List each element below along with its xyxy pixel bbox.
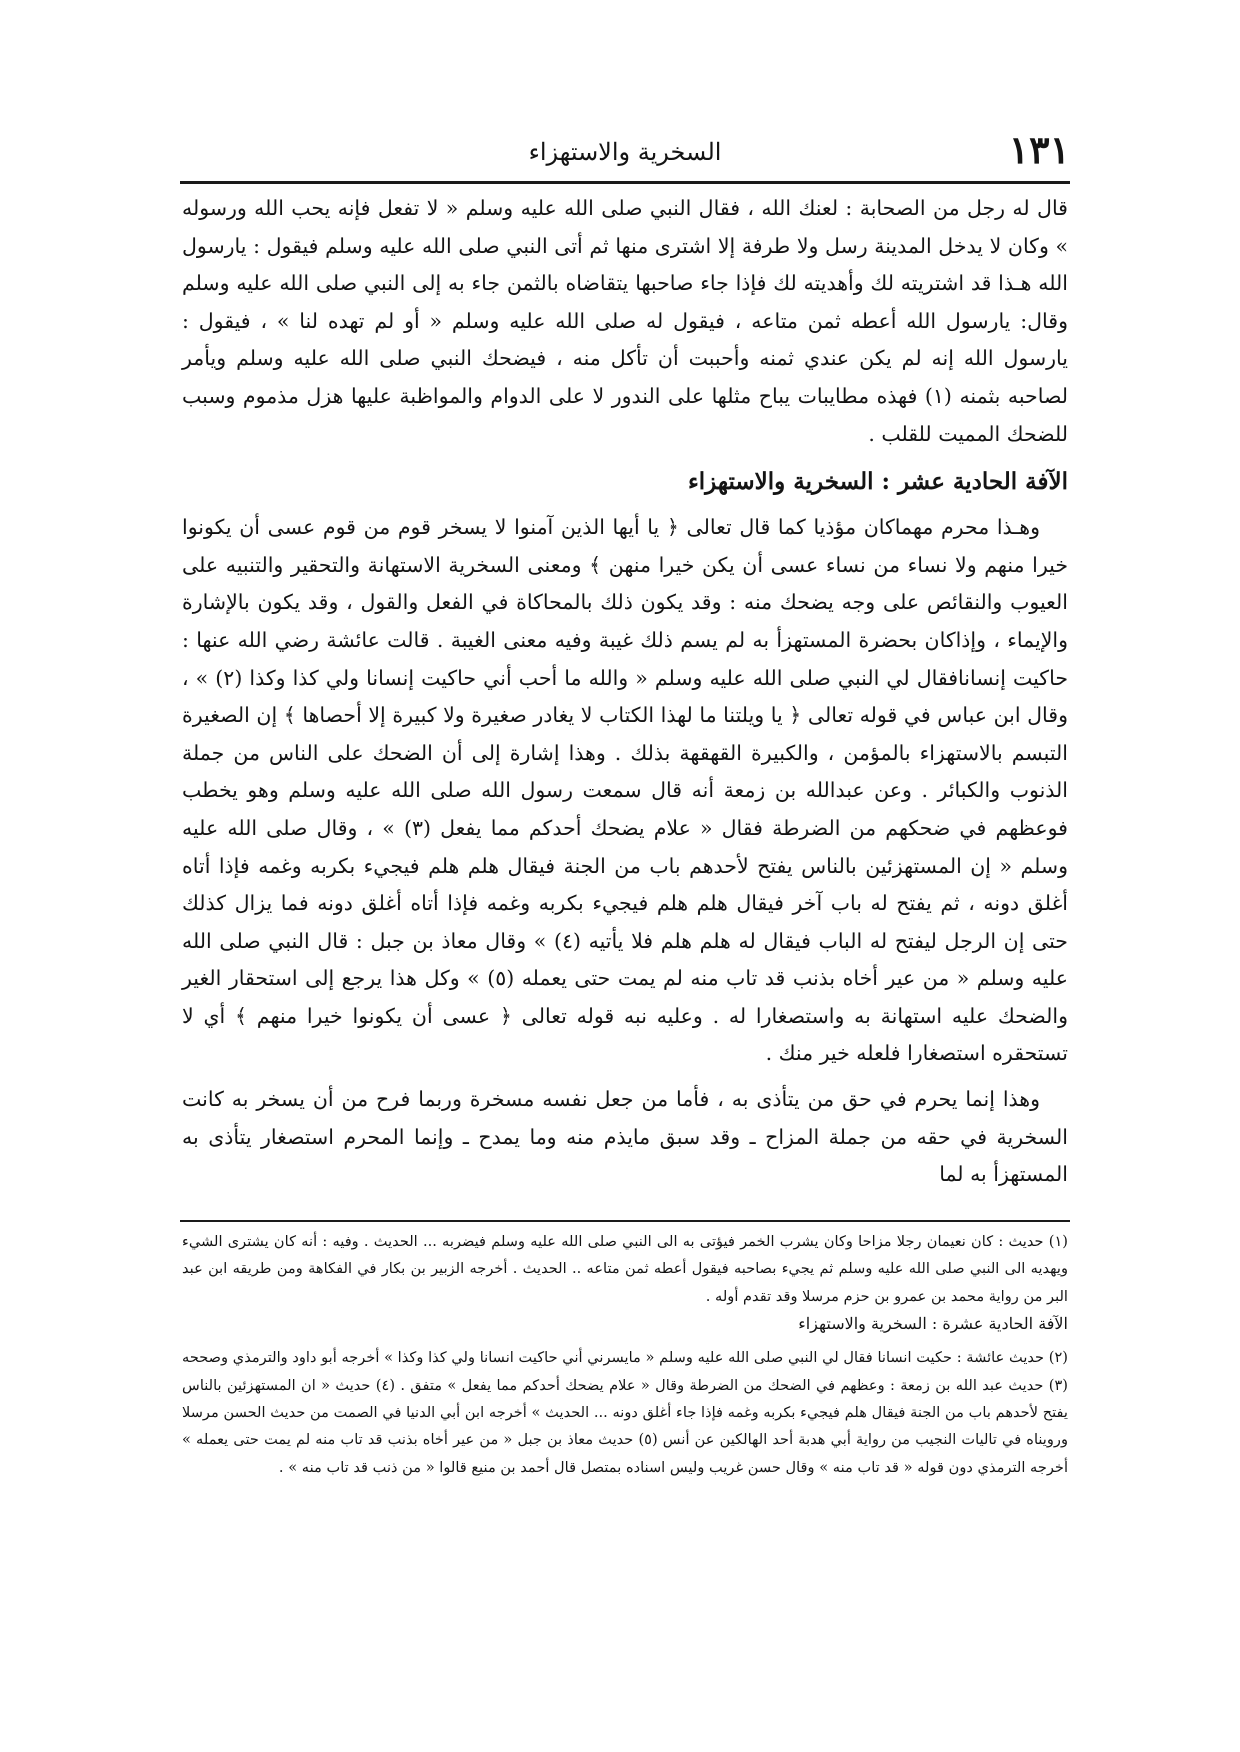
- footnote-1: (١) حديث : كان نعيمان رجلا مزاحا وكان يشرب الخمر فيؤتى به الى النبي صلى الله عليه وسلم فيضربه ... الحديث . وفيه : أنه كان يشترى الشيء ويهديه الى النبي صلى الله عليه وسلم ثم يجيء بصاحبه فيقول أعطه ثمن متاعه .. الحديث . أخرجه الزبير بن بكار في الفكاهة ومن طريقه ابن عبد البر من رواية محمد بن عمرو بن حزم مرسلا وقد تقدم أوله .: [182, 1233, 1068, 1305]
- main-text: [182, 190, 1068, 1194]
- page-number: ١٣١: [1008, 127, 1070, 172]
- footnotes: [182, 1228, 1068, 1481]
- footnote-rule: [180, 1220, 1070, 1222]
- paragraph-1: قال له رجل من الصحابة : لعنك الله ، فقال النبي صلى الله عليه وسلم « لا تفعل فإنه يحب الله ورسوله » وكان لا يدخل المدينة رسل ولا طرفة إلا اشترى منها ثم أتى النبي صلى الله عليه وسلم فيقول : يارسول الله هـذا قد اشتريته لك وأهديته لك فإذا جاء صاحبها يتقاضاه بالثمن جاء به إلى النبي صلى الله عليه وسلم وقال: يارسول الله أعطه ثمن متاعه ، فيقول له صلى الله عليه وسلم « أو لم تهده لنا » ، فيقول : يارسول الله إنه لم يكن عندي ثمنه وأحببت أن تأكل منه ، فيضحك النبي صلى الله عليه وسلم ويأمر لصاحبه بثمنه (١) فهذه مطايبات يباح مثلها على الندور لا على الدوام والمواظبة عليها هزل مذموم وسبب للضحك المميت للقلب .: [182, 196, 1068, 446]
- footnotes-2-5: (٢) حديث عائشة : حكيت انسانا فقال لي النبي صلى الله عليه وسلم « مايسرني أني حاكيت انسانا ولي كذا وكذا » أخرجه أبو داود والترمذي وصححه (٣) حديث عبد الله بن زمعة : وعظهم في الضحك من الضرطة وقال « علام يضحك أحدكم مما يفعل » متفق . (٤) حديث « ان المستهزئين بالناس يفتح لأحدهم باب من الجنة فيقال هلم فيجيء بكربه وغمه فإذا جاء أغلق دونه ... الحديث » أخرجه ابن أبي الدنيا في الصمت من حديث الحسن مرسلا ورويناه في تاليات النجيب من رواية أبي هدبة أحد الهالكين عن أنس (٥) حديث معاذ بن جبل « من عير أخاه بذنب قد تاب منه لم يمت حتى يعمله » أخرجه الترمذي دون قوله « قد تاب منه » وقال حسن غريب وليس اسناده بمتصل قال أحمد بن منيع قالوا « من ذنب قد تاب منه » .: [182, 1349, 1068, 1476]
- header-rule: [180, 181, 1070, 184]
- paragraph-2: وهـذا محرم مهماكان مؤذيا كما قال تعالى ﴿ يا أيها الذين آمنوا لا يسخر قوم من قوم عسى أن يكونوا خيرا منهم ولا نساء من نساء عسى أن يكن خيرا منهن ﴾ ومعنى السخرية الاستهانة والتحقير والتنبيه على العيوب والنقائص على وجه يضحك منه : وقد يكون ذلك بالمحاكاة في الفعل والقول ، وقد يكون بالإشارة والإيماء ، وإذاكان بحضرة المستهزأ به لم يسم ذلك غيبة وفيه معنى الغيبة . قالت عائشة رضي الله عنها : حاكيت إنسانافقال لي النبي صلى الله عليه وسلم « والله ما أحب أني حاكيت إنسانا ولي كذا وكذا (٢) » ، وقال ابن عباس في قوله تعالى ﴿ يا ويلتنا ما لهذا الكتاب لا يغادر صغيرة ولا كبيرة إلا أحصاها ﴾ إن الصغيرة التبسم بالاستهزاء بالمؤمن ، والكبيرة القهقهة بذلك . وهذا إشارة إلى أن الضحك على الناس من جملة الذنوب والكبائر . وعن عبدالله بن زمعة أنه قال سمعت رسول الله صلى الله عليه وسلم وهو يخطب فوعظهم في ضحكهم من الضرطة فقال « علام يضحك أحدكم مما يفعل (٣) » ، وقال صلى الله عليه وسلم « إن المستهزئين بالناس يفتح لأحدهم باب من الجنة فيقال هلم هلم فيجيء بكربه وغمه فإذا أتاه أغلق دونه ، ثم يفتح له باب آخر فيقال هلم هلم فيجيء بكربه وغمه فإذا أتاه أغلق دونه فما يزال كذلك حتى إن الرجل ليفتح له الباب فيقال له هلم هلم فلا يأتيه (٤) » وقال معاذ بن جبل : قال النبي صلى الله عليه وسلم « من عير أخاه بذنب قد تاب منه لم يمت حتى يعمله (٥) » وكل هذا يرجع إلى استحقار الغير والضحك عليه استهانة به واستصغارا له . وعليه نبه قوله تعالى ﴿ عسى أن يكونوا خيرا منهم ﴾ أي لا تستحقره استصغارا فلعله خير منك .: [182, 515, 1068, 1066]
- page-header: [180, 128, 1070, 178]
- paragraph-3: وهذا إنما يحرم في حق من يتأذى به ، فأما من جعل نفسه مسخرة وربما فرح من أن يسخر به كانت السخرية في حقه من جملة المزاح ـ وقد سبق مايذم منه وما يمدح ـ وإنما المحرم استصغار يتأذى به المستهزأ به لما: [182, 1087, 1068, 1187]
- section-heading: الآفة الحادية عشر : السخرية والاستهزاء: [687, 468, 1068, 496]
- running-title: السخرية والاستهزاء: [528, 138, 722, 166]
- footnote-section-heading: الآفة الحادية عشرة : السخرية والاستهزاء: [798, 1314, 1068, 1334]
